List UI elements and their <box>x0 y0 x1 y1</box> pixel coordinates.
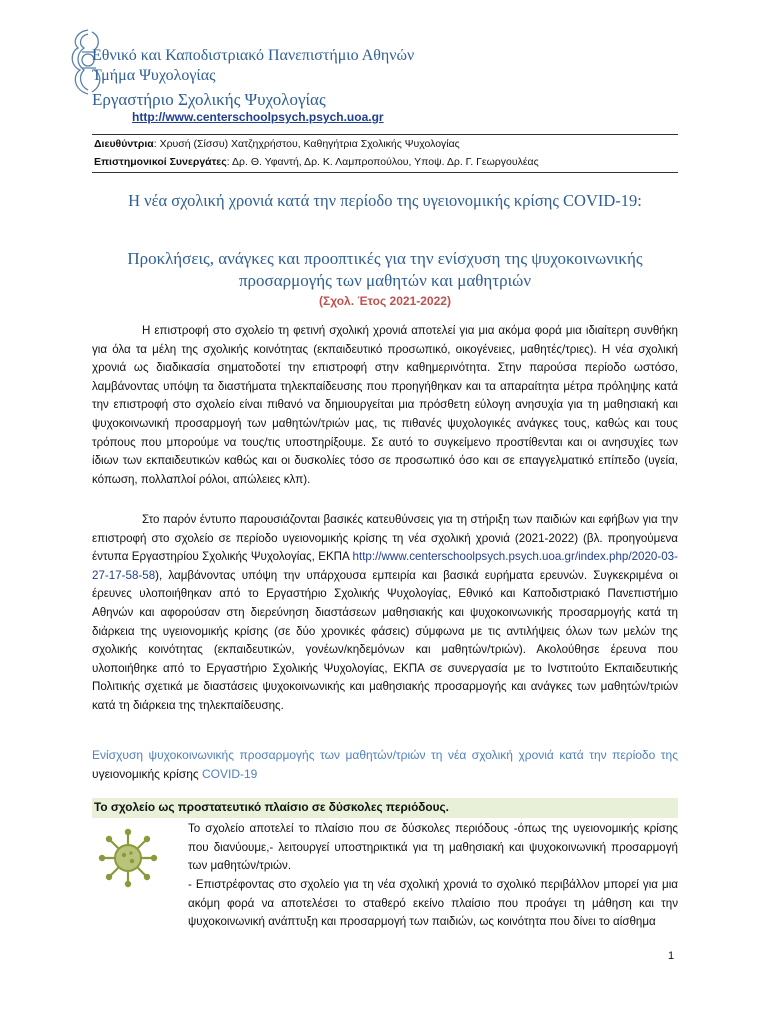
school-year: (Σχολ. Έτος 2021-2022) <box>319 294 451 308</box>
collaborators-text: : Δρ. Θ. Υφαντή, Δρ. Κ. Λαμπροπούλου, Υποψ. Δρ. Γ. Γεωργουλέας <box>226 156 539 168</box>
paragraph-2 <box>92 511 678 716</box>
section-heading-part2: υγειονομικής κρίσης <box>92 766 202 781</box>
subsection-heading: Το σχολείο ως προστατευτικό πλαίσιο σε δύσκολες περιόδους. <box>94 800 449 814</box>
director-label: Διευθύντρια <box>94 138 154 150</box>
paragraph-2-text-before: Στο παρόν έντυπο παρουσιάζονται βασικές κατευθύνσεις για τη στήριξη των παιδιών και εφήβων για την επιστροφή στο σχολείο σε περίοδο υγειονομικής κρίσης τη νέα σχολική χρονιά (2021-2022) (βλ. προηγούμενα έντυπα Εργαστηρίου Σχολικής Ψυχολογίας, ΕΚΠΑ <box>92 513 678 564</box>
lab-website-link[interactable]: http://www.centerschoolpsych.psych.uoa.gr <box>132 110 384 124</box>
page-number: 1 <box>668 950 675 962</box>
section-heading-part3: COVID-19 <box>202 766 258 781</box>
institution-header <box>92 46 414 110</box>
department-name: Τμήμα Ψυχολογίας <box>92 67 216 84</box>
paragraph-1-text: Η επιστροφή στο σχολείο τη φετινή σχολική χρονιά αποτελεί για μια ακόμα φορά μια ιδιαίτερη συνθήκη για όλα τα μέλη της σχολικής κοινότητας (εκπαιδευτικό προσωπικό, οικογένειες, μαθητές/τριες). Η νέα σχολική χρονιά ως διαδικασία σηματοδοτεί την επιστροφή στην καθημερινότητα. Στην παρούσα περίοδο ωστόσο, λαμβάνοντας υπόψη τα διαστήματα τηλεκπαίδευσης που προηγήθηκαν και τα απαραίτητα μέτρα πρόληψης κατά την επιστροφή στο σχολείο είναι πιθανό να δημιουργείται μια πρόσθετη εύλογη ανησυχία για τη μαθησιακή και ψυχοκοινωνική προσαρμογή των μαθητών/τριών μας, τις πιθανές ψυχολογικές ανάγκες τους, καθώς και τους τρόπους που μπορούμε να τους/τις υποστηρίξουμε. Σε αυτό το συγκείμενο προστίθενται και οι ανησυχίες των ίδιων των εκπαιδευτικών καθώς και οι δυσκολίες τόσο σε προσωπικό όσο και σε επαγγελματικό επίπεδο (υγεία, κόπωση, πολλαπλοί ρόλοι, απώλειες κλπ). <box>92 324 678 486</box>
document-title: Η νέα σχολική χρονιά κατά την περίοδο της υγειονομικής κρίσης COVID-19: <box>128 191 642 210</box>
subsection-heading-band <box>92 798 678 818</box>
paragraph-1 <box>92 322 678 489</box>
subsection-paragraph-2 <box>92 876 678 932</box>
document-subtitle: Προκλήσεις, ανάγκες και προοπτικές για την ενίσχυση της ψυχοκοινωνικής προσαρμογής των μαθητών και μαθητριών <box>127 249 643 290</box>
paragraph-2-text-after: ), λαμβάνοντας υπόψη την υπάρχουσα εμπειρία και βασικά ευρήματα ερευνών. Συγκεκριμένα οι έρευνες υλοποιήθηκαν από το Εργαστήριο Σχολικής Ψυχολογίας, Εθνικό και Καποδιστριακό Πανεπιστήμιο Αθηνών και αφορούσαν στη διερεύνηση διαστάσεων μαθησιακής και ψυχοκοινωνικής προσαρμογής κατά τη διάρκεια της υγειονομικής κρίσης (σε δύο χρονικές φάσεις) σύμφωνα με τις αντιλήψεις όλων των μελών της σχολικής κοινότητας (εκπαιδευτικών, γονέων/κηδεμόνων και μαθητών/τριών). Ακολούθησε έρευνα που υλοποιήθηκε από το Εργαστήριο Σχολικής Ψυχολογίας, ΕΚΠΑ σε συνεργασία με το Ινστιτούτο Εκπαιδευτικής Πολιτικής σχετικά με διαστάσεις ψυχοκοινωνικής και μαθησιακής προσαρμογής και ανάγκες των μαθητών/τριών κατά τη διάρκεια της τηλεκπαίδευσης. <box>92 568 678 712</box>
section-heading <box>92 746 678 783</box>
collaborators-label: Επιστημονικοί Συνεργάτες <box>94 156 227 168</box>
director-text: : Χρυσή (Σίσσυ) Χατζηχρήστου, Καθηγήτρια Σχολικής Ψυχολογίας <box>153 138 460 150</box>
previous-leaflets-link[interactable]: http://www.centerschoolpsych.psych.uoa.gr/index.php/2020-03-27-17-58-58 <box>92 550 678 582</box>
collaborators-line <box>94 156 539 168</box>
subsection-paragraph-1: Το σχολείο αποτελεί το πλαίσιο που σε δύσκολες περιόδους -όπως της υγειονομικής κρίσης που διανύουμε,- λειτουργεί υποστηρικτικά για τη μαθησιακή και ψυχοκοινωνική προσαρμογή των μαθητών/τριών. <box>188 822 678 873</box>
top-divider <box>92 134 678 135</box>
bottom-divider <box>92 172 678 173</box>
section-heading-part1: Ενίσχυση ψυχοκοινωνικής προσαρμογής των μαθητών/τριών τη νέα σχολική χρονιά κατά την περίοδο της <box>92 748 678 762</box>
university-name: Εθνικό και Καποδιστριακό Πανεπιστήμιο Αθηνών <box>92 47 415 64</box>
subsection-paragraph-2-text: - Επιστρέφοντας στο σχολείο για τη νέα σχολική χρονιά το σχολικό περιβάλλον μπορεί για μια ακόμη φορά να αποτελέσει το σταθερό εκείνο πλαίσιο που προάγει τη μάθηση και την ψυχοκοινωνική ανάπτυξη και προσαρμογή των παιδιών, ως κοινότητα που δίνει το αίσθημα <box>188 878 678 929</box>
director-line <box>94 138 460 150</box>
lab-name: Εργαστήριο Σχολικής Ψυχολογίας <box>92 90 326 109</box>
